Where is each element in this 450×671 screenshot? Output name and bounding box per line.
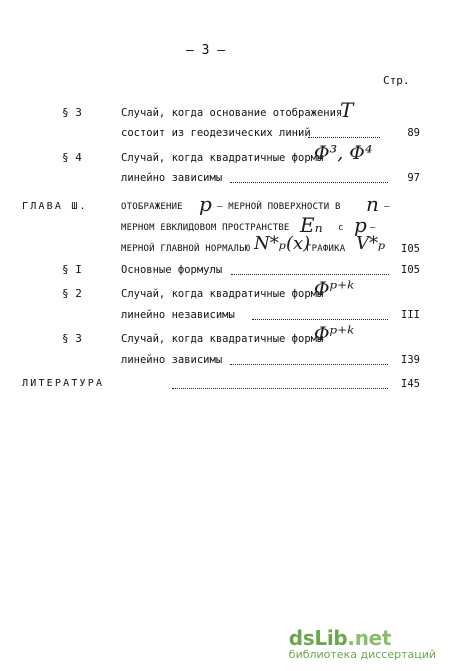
leader-dots [230, 181, 388, 183]
chapter-title-part: МЕРНОЙ ГЛАВНОЙ НОРМАЛЬЮ [121, 244, 251, 254]
page-ref: 97 [407, 172, 420, 184]
chapter-title-part: ГРАФИКА [306, 244, 346, 254]
handwritten-symbol: n [366, 192, 379, 216]
chapter-title-part: ОТОБРАЖЕНИЕ [121, 202, 183, 212]
page-ref: I05 [401, 243, 420, 255]
page-number: – 3 – [186, 43, 226, 58]
handwritten-symbol: p [199, 192, 212, 216]
entry-title-line2: линейно зависимы [121, 354, 223, 366]
watermark-logo-main: dsLib [288, 626, 348, 650]
handwritten-symbol: V*ₚ [356, 233, 386, 254]
handwritten-symbol: T [340, 98, 354, 122]
entry-title-line2: линейно зависимы [121, 172, 223, 184]
leader-dots [172, 387, 388, 389]
literature-label: ЛИТЕРАТУРА [22, 378, 105, 389]
leader-dots [231, 273, 389, 275]
section-marker: § 3 [62, 106, 82, 119]
page-ref: I45 [401, 378, 420, 390]
section-marker: § I [62, 263, 82, 276]
chapter-title-part: – [384, 202, 390, 212]
chapter-label: ГЛАВА Ш. [22, 201, 88, 212]
watermark-logo-tld: .net [347, 626, 392, 650]
page-ref: III [401, 309, 420, 321]
watermark-logo [289, 626, 436, 650]
leader-dots [308, 136, 380, 138]
watermark-subtitle: библиотека диссертаций [288, 648, 436, 661]
entry-title-line1: Случай, когда квадратичные формы [121, 288, 324, 300]
entry-title-line2: состоит из геодезических линий [121, 127, 311, 139]
entry-title-line1: Случай, когда квадратичные формы [121, 333, 324, 345]
chapter-title-part: МЕРНОМ ЕВКЛИДОВОМ ПРОСТРАНСТВЕ [121, 223, 290, 233]
entry-title-line1: Основные формулы [121, 264, 223, 276]
entry-title-line2: линейно независимы [121, 309, 235, 321]
page-ref: I39 [401, 354, 420, 366]
handwritten-symbol: Φᵖ⁺ᵏ [314, 278, 355, 300]
section-marker: § 2 [62, 287, 82, 300]
handwritten-symbol: Eₙ [300, 213, 323, 237]
watermark [289, 626, 436, 661]
page-ref: 89 [407, 127, 420, 139]
page-ref: I05 [401, 264, 420, 276]
entry-title-line1: Случай, когда основание отображения [121, 107, 343, 119]
entry-title-line1: Случай, когда квадратичные формы [121, 152, 324, 164]
chapter-title-part: с [338, 223, 344, 233]
handwritten-symbol: Φᵖ⁺ᵏ [314, 323, 355, 345]
section-marker: § 3 [62, 332, 82, 345]
chapter-title-part: – МЕРНОЙ ПОВЕРХНОСТИ В [217, 202, 341, 212]
handwritten-symbol: p [354, 213, 367, 237]
handwritten-symbol: Φ³, Φ⁴ [314, 142, 373, 164]
leader-dots [230, 363, 388, 365]
column-header: Стр. [383, 74, 410, 87]
chapter-title-part: – [370, 223, 376, 233]
leader-dots [252, 318, 388, 320]
handwritten-symbol: N*ₚ(x) [254, 233, 311, 254]
section-marker: § 4 [62, 151, 82, 164]
